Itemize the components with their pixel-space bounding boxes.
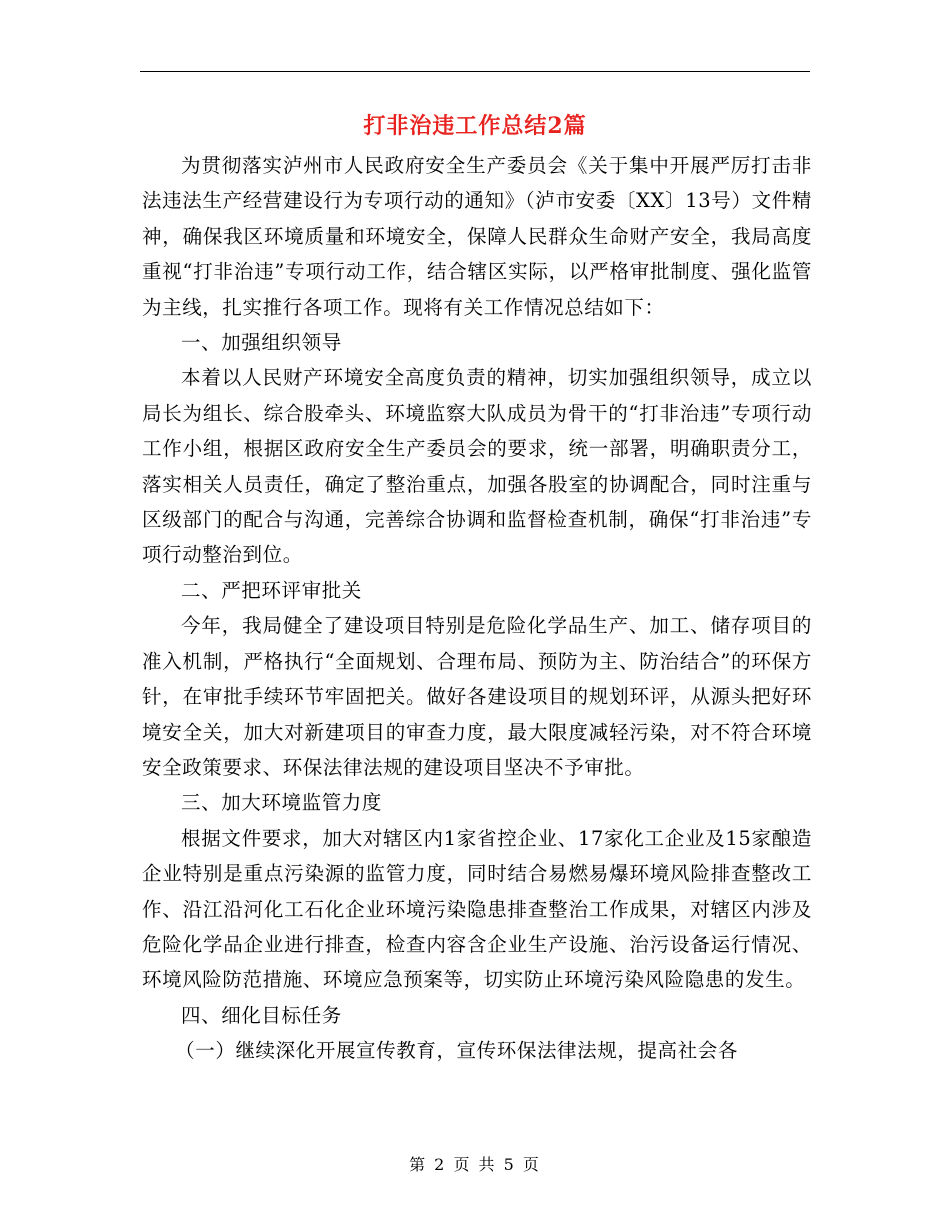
section-heading-4: 四、细化目标任务 <box>181 1003 342 1027</box>
section-paragraph-1: 本着以人民财产环境安全高度负责的精神，切实加强组织领导，成立以局长为组长、综合股牵头、环境监察大队成员为骨干的“打非治违”专项行动工作小组，根据区政府安全生产委员会的要求，统一部署，明确职责分工，落实相关人员责任，确定了整治重点，加强各股室的协调配合，同时注重与区级部门的配合与沟通，完善综合协调和监督检查机制，确保“打非治违”专项行动整治到位。 <box>142 366 812 567</box>
section-paragraph-3: 根据文件要求，加大对辖区内1家省控企业、17家化工企业及15家酿造企业特别是重点污染源的监管力度，同时结合易燃易爆环境风险排查整改工作、沿江沿河化工石化企业环境污染隐患排查整治工作成果，对辖区内涉及危险化学品企业进行排查，检查内容含企业生产设施、治污设备运行情况、环境风险防范措施、环境应急预案等，切实防止环境污染风险隐患的发生。 <box>142 826 812 992</box>
section-paragraph-2: 今年，我局健全了建设项目特别是危险化学品生产、加工、储存项目的准入机制，严格执行“全面规划、合理布局、预防为主、防治结合”的环保方针，在审批手续环节牢固把关。做好各建设项目的规划环评，从源头把好环境安全关，加大对新建项目的审查力度，最大限度减轻污染，对不符合环境安全政策要求、环保法律法规的建设项目坚决不予审批。 <box>142 614 812 779</box>
section-item-1: （一）继续深化开展宣传教育，宣传环保法律法规，提高社会各 <box>175 1039 738 1063</box>
header-rule <box>140 71 810 72</box>
section-heading-3: 三、加大环境监管力度 <box>181 791 383 815</box>
page-number: 第 2 页 共 5 页 <box>409 1155 541 1174</box>
document-body <box>142 148 812 1069</box>
intro-paragraph: 为贯彻落实泸州市人民政府安全生产委员会《关于集中开展严厉打击非法违法生产经营建设行为专项行动的通知》（泸市安委〔XX〕13号）文件精神，确保我区环境质量和环境安全，保障人民群众生命财产安全，我局高度重视“打非治违”专项行动工作，结合辖区实际，以严格审批制度、强化监管为主线，扎实推行各项工作。现将有关工作情况总结如下： <box>142 154 812 319</box>
section-heading-1: 一、加强组织领导 <box>181 331 342 355</box>
section-heading-2: 二、严把环评审批关 <box>181 578 362 602</box>
document-title: 打非治违工作总结2篇 <box>363 113 587 139</box>
